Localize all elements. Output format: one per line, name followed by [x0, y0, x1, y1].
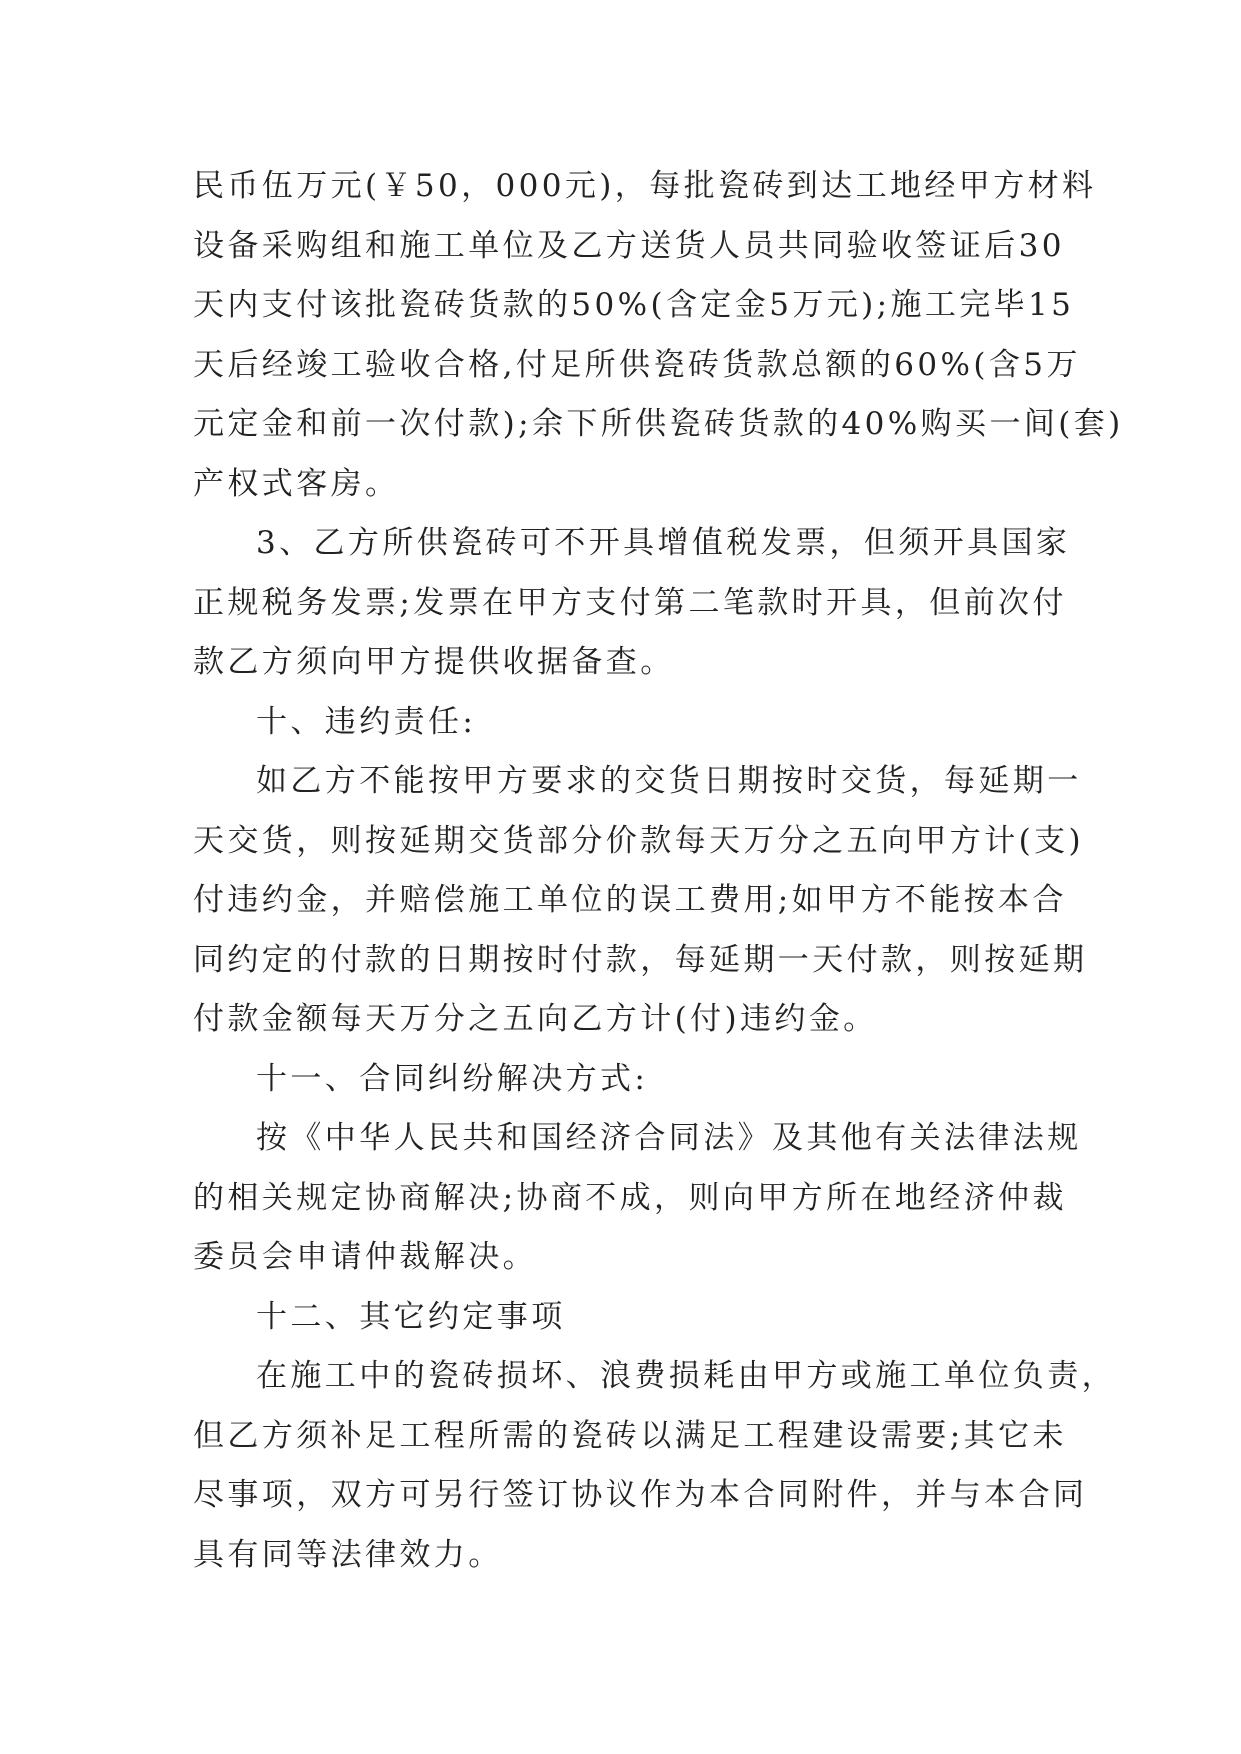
text-line: 在施工中的瓷砖损坏、浪费损耗由甲方或施工单位负责，	[256, 1358, 1116, 1394]
text-line: 产权式客房。	[193, 466, 400, 502]
section-heading: 十、违约责任:	[256, 704, 477, 740]
text-line: 但乙方须补足工程所需的瓷砖以满足工程建设需要;其它未	[193, 1418, 1067, 1454]
text-line: 款乙方须向甲方提供收据备查。	[193, 644, 675, 680]
text-line: 的相关规定协商解决;协商不成，则向甲方所在地经济仲裁	[193, 1180, 1067, 1216]
text-line: 天内支付该批瓷砖货款的50%(含定金5万元);施工完毕15	[193, 287, 1075, 323]
text-line: 天交货，则按延期交货部分价款每天万分之五向甲方计(支)	[193, 823, 1084, 859]
text-line: 付违约金，并赔偿施工单位的误工费用;如甲方不能按本合	[193, 882, 1067, 918]
text-line: 尽事项，双方可另行签订协议作为本合同附件，并与本合同	[193, 1477, 1088, 1513]
text-line: 民币伍万元(￥50，000元)，每批瓷砖到达工地经甲方材料	[193, 168, 1097, 204]
text-line: 付款金额每天万分之五向乙方计(付)违约金。	[193, 1001, 878, 1037]
text-line: 具有同等法律效力。	[193, 1537, 503, 1573]
text-line: 如乙方不能按甲方要求的交货日期按时交货，每延期一	[256, 763, 1082, 799]
text-line: 设备采购组和施工单位及乙方送货人员共同验收签证后30	[193, 228, 1065, 264]
section-heading: 十一、合同纠纷解决方式:	[256, 1061, 649, 1097]
text-line: 同约定的付款的日期按时付款，每延期一天付款，则按延期	[193, 942, 1088, 978]
text-line: 委员会申请仲裁解决。	[193, 1239, 537, 1275]
section-heading: 十二、其它约定事项	[256, 1299, 566, 1335]
text-line: 元定金和前一次付款);余下所供瓷砖货款的40%购买一间(套)	[193, 406, 1124, 442]
text-line: 3、乙方所供瓷砖可不开具增值税发票，但须开具国家	[256, 525, 1071, 561]
text-line: 天后经竣工验收合格,付足所供瓷砖货款总额的60%(含5万	[193, 347, 1081, 383]
text-line: 按《中华人民共和国经济合同法》及其他有关法律法规	[256, 1120, 1082, 1156]
text-line: 正规税务发票;发票在甲方支付第二笔款时开具，但前次付	[193, 585, 1067, 621]
